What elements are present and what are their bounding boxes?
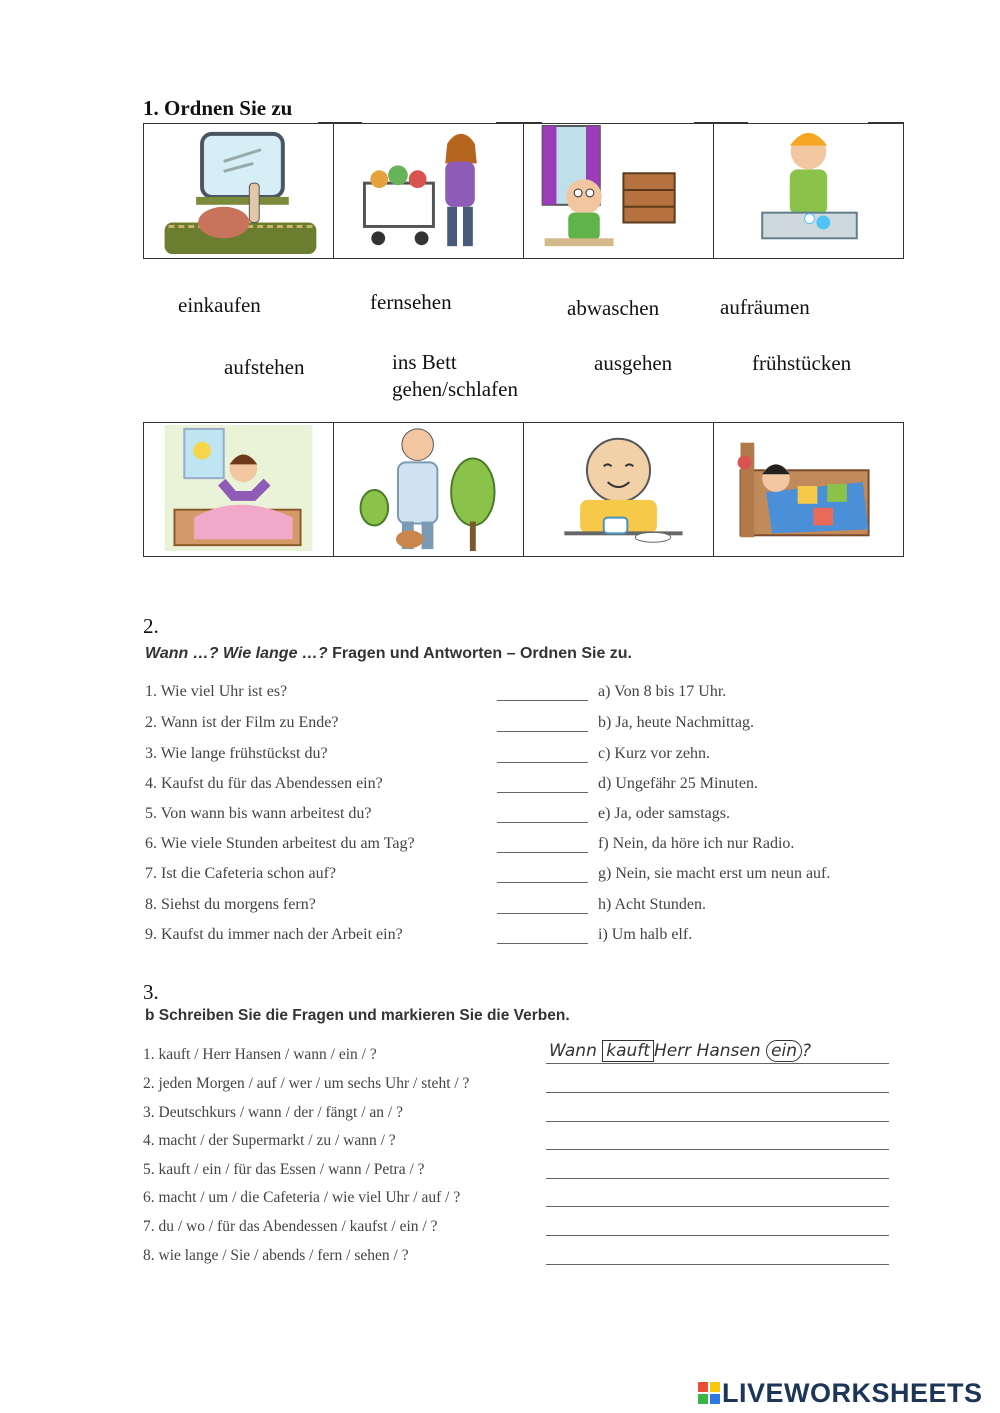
word-fernsehen[interactable]: fernsehen (370, 290, 452, 314)
exercise-row (143, 1189, 903, 1211)
answer-text: h) Acht Stunden. (598, 896, 706, 913)
answer-blank[interactable] (497, 913, 588, 914)
logo-mark-icon (698, 1382, 720, 1404)
exercise-row (143, 1046, 903, 1068)
word-ausgehen[interactable]: ausgehen (594, 351, 673, 375)
section2-number: 2. (143, 614, 159, 638)
answer-blank[interactable] (497, 762, 588, 763)
breakfast-icon[interactable] (524, 423, 714, 556)
example-word: Wann (549, 1041, 597, 1061)
question-text: 1. Wie viel Uhr ist es? (145, 683, 288, 700)
answer-blank[interactable] (497, 852, 588, 853)
writing-line[interactable] (546, 1235, 889, 1236)
writing-line[interactable] (546, 1092, 889, 1093)
word-aufstehen[interactable]: aufstehen (224, 355, 305, 379)
writing-line[interactable] (546, 1063, 889, 1064)
exercise-row (143, 1161, 903, 1183)
writing-line[interactable] (546, 1206, 889, 1207)
liveworksheets-logo (698, 1378, 983, 1409)
wake-up-icon[interactable] (144, 423, 334, 556)
answer-text: b) Ja, heute Nachmittag. (598, 714, 754, 731)
image-grid-bottom (143, 422, 904, 557)
shopping-cart-icon[interactable] (334, 124, 524, 258)
word-ins-bett[interactable]: ins Bett (392, 350, 457, 374)
question-text: 4. Kaufst du für das Abendessen ein? (145, 775, 383, 792)
tv-icon[interactable] (144, 124, 334, 258)
section2-title-rest: Fragen und Antworten – Ordnen Sie zu. (327, 645, 632, 662)
example-verb-box: kauft (602, 1040, 654, 1062)
example-word: Herr Hansen (653, 1041, 761, 1061)
exercise-row (143, 1075, 903, 1097)
word-gehen-schlafen[interactable]: gehen/schlafen (392, 377, 518, 401)
going-out-icon[interactable] (334, 423, 524, 556)
dish-washing-icon[interactable] (714, 124, 903, 258)
qa-row (145, 745, 905, 767)
prompt-text: 8. wie lange / Sie / abends / fern / sehen / ? (143, 1247, 409, 1264)
writing-line[interactable] (546, 1121, 889, 1122)
word-einkaufen[interactable]: einkaufen (178, 293, 261, 317)
prompt-text: 6. macht / um / die Cafeteria / wie viel Uhr / auf / ? (143, 1189, 461, 1206)
qa-row (145, 896, 905, 918)
answer-text: f) Nein, da höre ich nur Radio. (598, 835, 795, 852)
writing-line[interactable] (546, 1178, 889, 1179)
prompt-text: 3. Deutschkurs / wann / der / fängt / an / ? (143, 1104, 403, 1121)
tidy-room-icon[interactable] (524, 124, 714, 258)
qa-row (145, 926, 905, 948)
question-text: 3. Wie lange frühstückst du? (145, 745, 328, 762)
qa-row (145, 683, 905, 705)
word-fruehstuecken[interactable]: frühstücken (752, 351, 852, 375)
exercise-row (143, 1247, 903, 1269)
example-end: ? (802, 1041, 812, 1061)
answer-blank[interactable] (497, 943, 588, 944)
prompt-text: 7. du / wo / für das Abendessen / kaufst / ein / ? (143, 1218, 438, 1235)
question-text: 5. Von wann bis wann arbeitest du? (145, 805, 372, 822)
writing-line[interactable] (546, 1264, 889, 1265)
answer-text: c) Kurz vor zehn. (598, 745, 710, 762)
answer-blank[interactable] (497, 792, 588, 793)
prompt-text: 5. kauft / ein / für das Essen / wann / Petra / ? (143, 1161, 425, 1178)
qa-row (145, 775, 905, 797)
example-particle-oval: ein (766, 1040, 802, 1062)
section2-title (145, 645, 632, 663)
writing-line[interactable] (546, 1149, 889, 1150)
section1-title: 1. Ordnen Sie zu (143, 96, 293, 120)
word-aufraeumen[interactable]: aufräumen (720, 295, 810, 319)
qa-row (145, 865, 905, 887)
sleeping-icon[interactable] (714, 423, 903, 556)
answer-text: e) Ja, oder samstags. (598, 805, 730, 822)
answer-text: d) Ungefähr 25 Minuten. (598, 775, 758, 792)
question-text: 2. Wann ist der Film zu Ende? (145, 714, 339, 731)
answer-blank[interactable] (497, 882, 588, 883)
question-text: 7. Ist die Cafeteria schon auf? (145, 865, 337, 882)
section3-title: b Schreiben Sie die Fragen und markieren Sie die Verben. (145, 1007, 570, 1024)
prompt-text: 1. kauft / Herr Hansen / wann / ein / ? (143, 1046, 377, 1063)
question-text: 9. Kaufst du immer nach der Arbeit ein? (145, 926, 403, 943)
answer-text: i) Um halb elf. (598, 926, 693, 943)
qa-row (145, 835, 905, 857)
section2-title-italic: Wann …? Wie lange …? (145, 645, 328, 662)
word-abwaschen[interactable]: abwaschen (567, 296, 660, 320)
section3-number: 3. (143, 980, 159, 1004)
answer-blank[interactable] (497, 822, 588, 823)
question-text: 6. Wie viele Stunden arbeitest du am Tag? (145, 835, 415, 852)
question-text: 8. Siehst du morgens fern? (145, 896, 316, 913)
exercise-row (143, 1132, 903, 1154)
logo-text: LIVEWORKSHEETS (722, 1378, 983, 1408)
qa-row (145, 805, 905, 827)
prompt-text: 2. jeden Morgen / auf / wer / um sechs Uhr / steht / ? (143, 1075, 470, 1092)
image-grid-top (143, 123, 904, 259)
answer-text: a) Von 8 bis 17 Uhr. (598, 683, 727, 700)
answer-text: g) Nein, sie macht erst um neun auf. (598, 865, 831, 882)
exercise-row (143, 1218, 903, 1240)
prompt-text: 4. macht / der Supermarkt / zu / wann / ? (143, 1132, 396, 1149)
exercise-row (143, 1104, 903, 1126)
answer-blank[interactable] (497, 700, 588, 701)
qa-row (145, 714, 905, 736)
answer-blank[interactable] (497, 731, 588, 732)
